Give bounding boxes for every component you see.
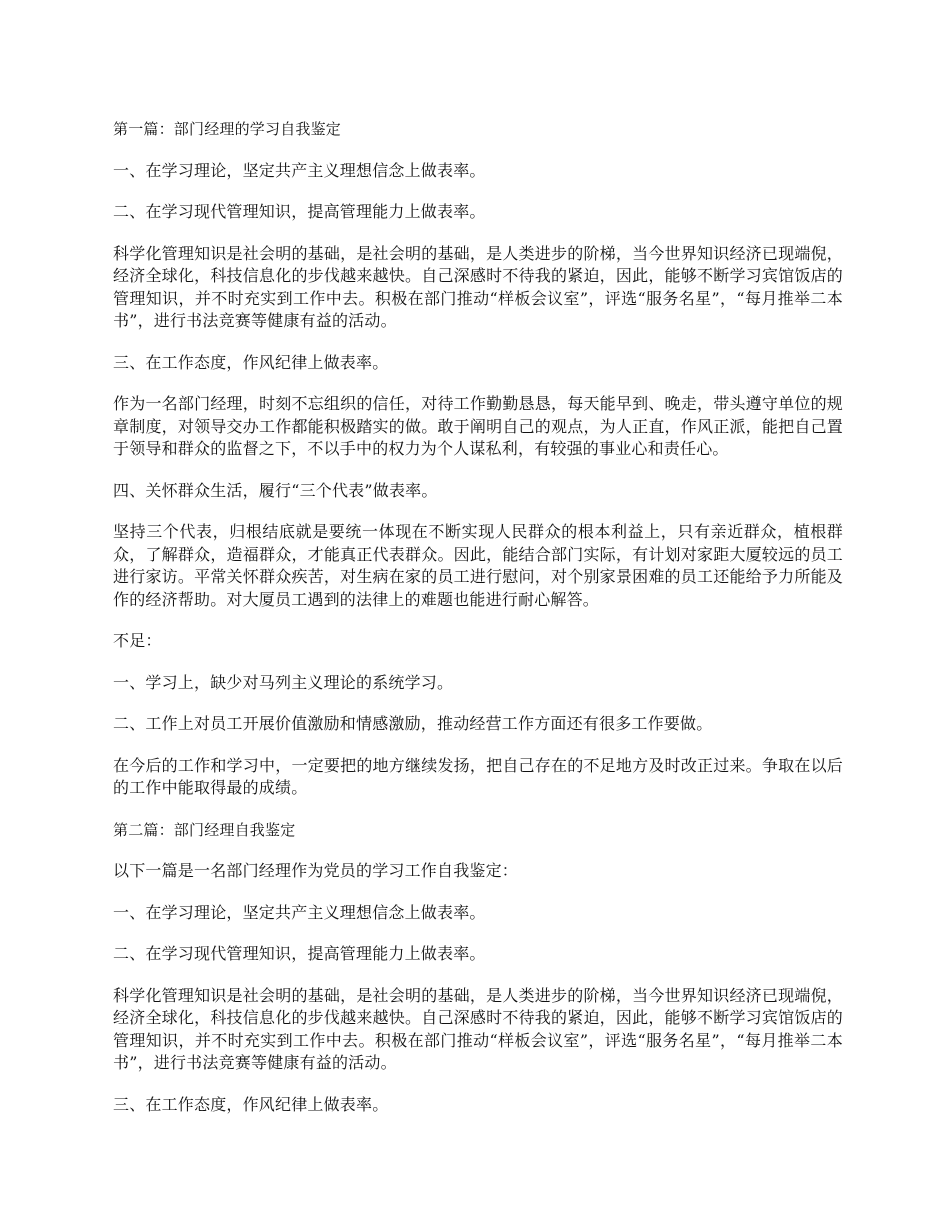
body-paragraph: 作为一名部门经理，时刻不忘组织的信任，对待工作勤勤恳恳，每天能早到、晚走，带头遵守单位的规章制度，对领导交办工作都能积极踏实的做。敢于阐明自己的观点，为人正直，作风正派，能把自己置于领导和群众的监督之下，不以手中的权力为个人谋私利，有较强的事业心和责任心。: [113, 394, 843, 458]
shortcoming-2: 二、工作上对员工开展价值激励和情感激励，推动经营工作方面还有很多工作要做。: [113, 714, 713, 733]
shortcomings-heading: 不足：: [113, 631, 162, 650]
body-paragraph: 科学化管理知识是社会明的基础，是社会明的基础，是人类进步的阶梯，当今世界知识经济已现端倪，经济全球化，科技信息化的步伐越来越快。自己深感时不待我的紧迫，因此，能够不断学习宾馆饭店的管理知识，并不时充实到工作中去。积极在部门推动“样板会议室”，评选“服务名星”，“每月推举二本书”，进行书法竞赛等健康有益的活动。: [113, 243, 843, 330]
point-3: 三、在工作态度，作风纪律上做表率。: [113, 1094, 389, 1114]
point-1: 一、在学习理论，坚定共产主义理想信念上做表率。: [113, 902, 486, 922]
closing-paragraph: 在今后的工作和学习中，一定要把的地方继续发扬，把自己存在的不足地方及时改正过来。争取在以后的工作中能取得最的成绩。: [113, 755, 843, 797]
body-paragraph: 坚持三个代表，归根结底就是要统一体现在不断实现人民群众的根本利益上，只有亲近群众，植根群众，了解群众，造福群众，才能真正代表群众。因此，能结合部门实际，有计划对家距大厦较远的员工进行家访。平常关怀群众疾苦，对生病在家的员工进行慰问，对个别家景困难的员工还能给予力所能及作的经济帮助。对大厦员工遇到的法律上的难题也能进行耐心解答。: [113, 522, 843, 609]
intro-paragraph: 以下一篇是一名部门经理作为党员的学习工作自我鉴定：: [113, 861, 519, 880]
point-1: 一、在学习理论，坚定共产主义理想信念上做表率。: [113, 160, 486, 180]
body-paragraph: 科学化管理知识是社会明的基础，是社会明的基础，是人类进步的阶梯，当今世界知识经济已现端倪，经济全球化，科技信息化的步伐越来越快。自己深感时不待我的紧迫，因此，能够不断学习宾馆饭店的管理知识，并不时充实到工作中去。积极在部门推动“样板会议室”，评选“服务名星”，“每月推举二本书”，进行书法竞赛等健康有益的活动。: [113, 985, 843, 1072]
section-title-2: 第二篇：部门经理自我鉴定: [113, 820, 296, 839]
point-2: 二、在学习现代管理知识，提高管理能力上做表率。: [113, 944, 486, 963]
point-4: 四、关怀群众生活，履行“三个代表”做表率。: [113, 480, 438, 500]
document-page: [113, 118, 843, 1135]
section-title-1: 第一篇：部门经理的学习自我鉴定: [113, 120, 342, 138]
shortcoming-1: 一、学习上，缺少对马列主义理论的系统学习。: [113, 672, 454, 692]
point-3: 三、在工作态度，作风纪律上做表率。: [113, 352, 389, 372]
point-2: 二、在学习现代管理知识，提高管理能力上做表率。: [113, 202, 486, 221]
